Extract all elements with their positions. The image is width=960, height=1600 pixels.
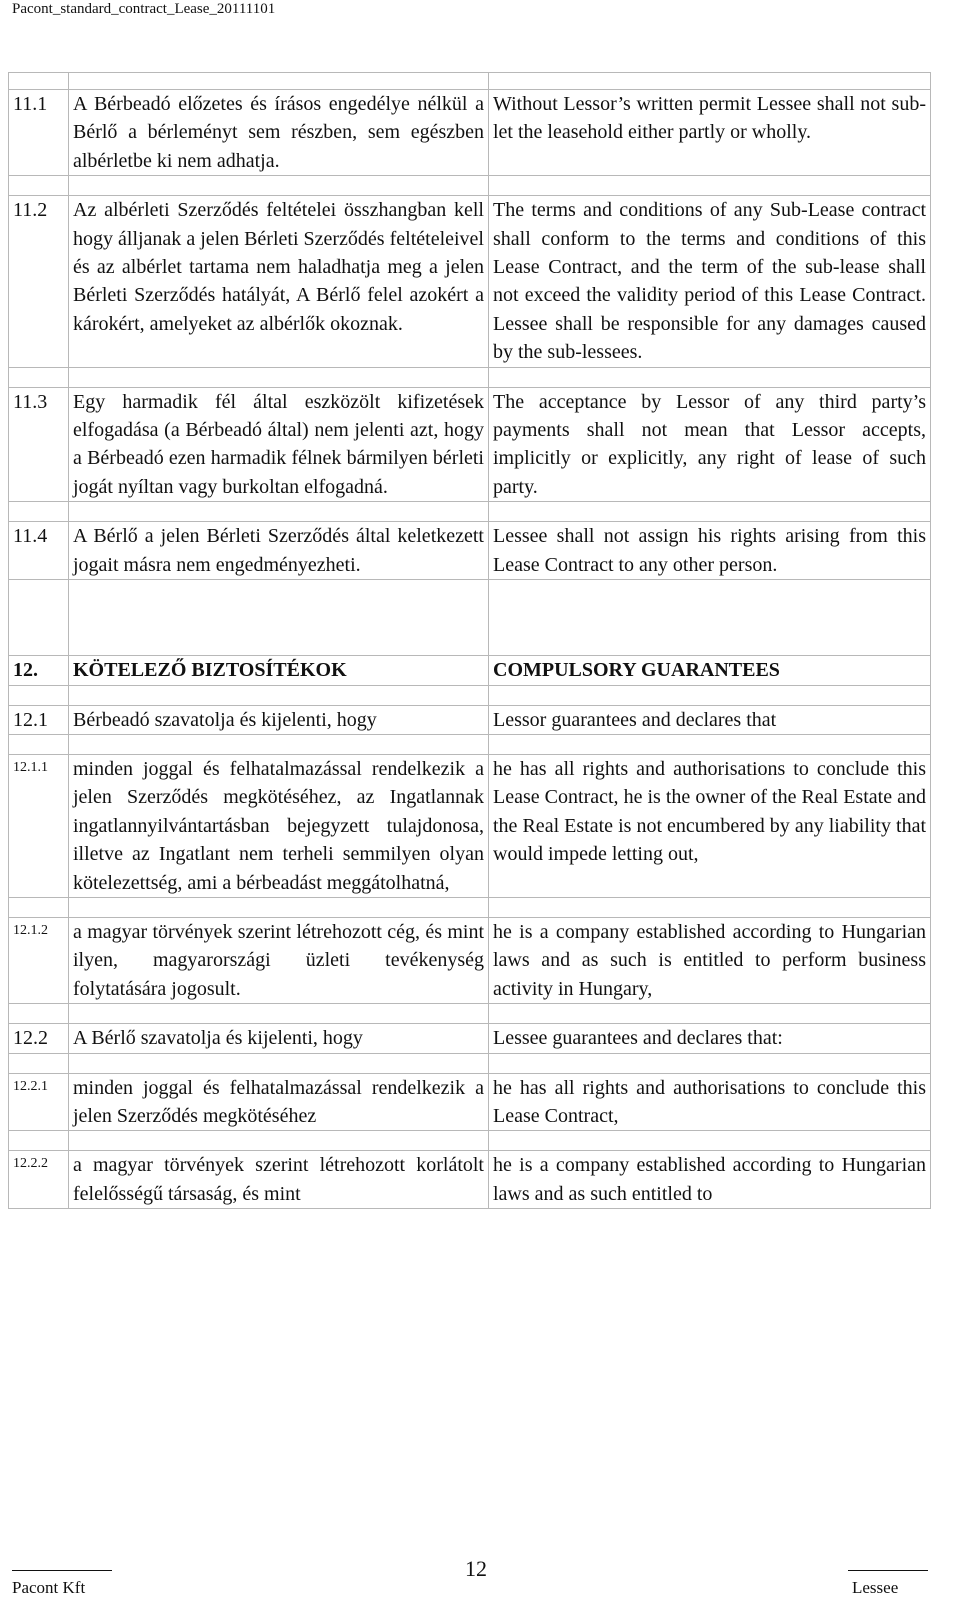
- signature-block-right: [852, 1578, 898, 1598]
- clause-number: 11.1: [9, 90, 69, 176]
- clause-number: 12.2.1: [9, 1073, 69, 1131]
- clause-text-hungarian: Bérbeadó szavatolja és kijelenti, hogy: [69, 705, 489, 734]
- clause-number: 11.2: [9, 196, 69, 367]
- signature-line: [12, 1570, 112, 1571]
- page-number: 12: [465, 1556, 487, 1581]
- signature-label-lessee: Lessee: [852, 1578, 899, 1597]
- contract-table: [8, 72, 931, 1209]
- clause-text-english: he has all rights and authorisations to conclude this Lease Contract,: [489, 1073, 931, 1131]
- clause-text-hungarian: A Bérlő szavatolja és kijelenti, hogy: [69, 1024, 489, 1053]
- clause-text-english: Lessee shall not assign his rights arising from this Lease Contract to any other person.: [489, 522, 931, 580]
- clause-text-english: he has all rights and authorisations to conclude this Lease Contract, he is the owner of the Real Estate and the Real Estate is not encumbered by any liability that would impede letting out,: [489, 754, 931, 897]
- section-heading-english: COMPULSORY GUARANTEES: [489, 656, 931, 685]
- clause-row-12-1-1: [9, 754, 931, 897]
- table-spacer-row: [9, 580, 931, 656]
- table-spacer-row: [9, 1053, 931, 1073]
- clause-row-12-2-1: [9, 1073, 931, 1131]
- clause-row-12-1-2: [9, 917, 931, 1003]
- clause-number: 12.2.2: [9, 1151, 69, 1209]
- table-spacer-row: [9, 502, 931, 522]
- table-spacer-row: [9, 1004, 931, 1024]
- table-spacer-row: [9, 685, 931, 705]
- clause-number: 12.1: [9, 705, 69, 734]
- clause-text-hungarian: A Bérlő a jelen Bérleti Szerződés által keletkezett jogait másra nem engedményezheti.: [69, 522, 489, 580]
- clause-text-english: he is a company established according to Hungarian laws and as such is entitled to perform business activity in Hungary,: [489, 917, 931, 1003]
- clause-text-hungarian: minden joggal és felhatalmazással rendelkezik a jelen Szerződés megkötéséhez, az Ingatlannak ingatlannyilvántartásban bejegyzett tulajdonosa, illetve az Ingatlant nem terheli semmilyen olyan kötelezettség, ami a bérbeadást meggátolhatná,: [69, 754, 489, 897]
- table-spacer-row: [9, 1131, 931, 1151]
- clause-text-english: Without Lessor’s written permit Lessee shall not sub-let the leasehold either partly or wholly.: [489, 90, 931, 176]
- clause-text-english: Lessee guarantees and declares that:: [489, 1024, 931, 1053]
- clause-row-12-2-2: [9, 1151, 931, 1209]
- table-spacer-row: [9, 73, 931, 90]
- section-heading-row-12: [9, 656, 931, 685]
- clause-number: 12.2: [9, 1024, 69, 1053]
- clause-number: 12.1.2: [9, 917, 69, 1003]
- section-number: 12.: [9, 656, 69, 685]
- clause-text-hungarian: minden joggal és felhatalmazással rendelkezik a jelen Szerződés megkötéséhez: [69, 1073, 489, 1131]
- table-spacer-row: [9, 367, 931, 387]
- clause-text-hungarian: a magyar törvények szerint létrehozott cég, és mint ilyen, magyarországi üzleti tevékenység folytatására jogosult.: [69, 917, 489, 1003]
- document-title: Pacont_standard_contract_Lease_20111101: [12, 1, 276, 17]
- clause-text-english: The acceptance by Lessor of any third party’s payments shall not mean that Lessor accepts, implicitly or explicitly, any right of lease of such party.: [489, 387, 931, 502]
- signature-line: [848, 1570, 928, 1571]
- clause-number: 11.3: [9, 387, 69, 502]
- clause-row-11-4: [9, 522, 931, 580]
- clause-row-11-3: [9, 387, 931, 502]
- clause-text-english: Lessor guarantees and declares that: [489, 705, 931, 734]
- table-spacer-row: [9, 734, 931, 754]
- clause-text-english: he is a company established according to Hungarian laws and as such entitled to: [489, 1151, 931, 1209]
- clause-number: 12.1.1: [9, 754, 69, 897]
- clause-text-hungarian: A Bérbeadó előzetes és írásos engedélye nélkül a Bérlő a bérleményt sem részben, sem egészben albérletbe ki nem adhatja.: [69, 90, 489, 176]
- clause-text-hungarian: Az albérleti Szerződés feltételei összhangban kell hogy álljanak a jelen Bérleti Szerződés feltételeivel és az albérlet tartama nem haladhatja meg a jelen Bérleti Szerződés hatályát, A Bérlő felel azokért a károkért, amelyeket az albérlők okoznak.: [69, 196, 489, 367]
- signature-block-left: [12, 1578, 85, 1598]
- clause-text-hungarian: Egy harmadik fél által eszközölt kifizetések elfogadása (a Bérbeadó által) nem jelenti azt, hogy a Bérbeadó ezen harmadik félnek bármilyen bérleti jogát nyíltan vagy burkoltan elfogadná.: [69, 387, 489, 502]
- clause-text-english: The terms and conditions of any Sub-Lease contract shall conform to the terms and conditions of this Lease Contract, and the term of the sub-lease shall not exceed the validity period of this Lease Contract. Lessee shall be responsible for any damages caused by the sub-lessees.: [489, 196, 931, 367]
- clause-number: 11.4: [9, 522, 69, 580]
- clause-row-12-2: [9, 1024, 931, 1053]
- clause-text-hungarian: a magyar törvények szerint létrehozott korlátolt felelősségű társaság, és mint: [69, 1151, 489, 1209]
- clause-row-12-1: [9, 705, 931, 734]
- clause-row-11-1: [9, 90, 931, 176]
- clause-row-11-2: [9, 196, 931, 367]
- table-spacer-row: [9, 176, 931, 196]
- signature-label-lessor: Pacont Kft: [12, 1578, 86, 1597]
- table-spacer-row: [9, 897, 931, 917]
- section-heading-hungarian: KÖTELEZŐ BIZTOSÍTÉKOK: [69, 656, 489, 685]
